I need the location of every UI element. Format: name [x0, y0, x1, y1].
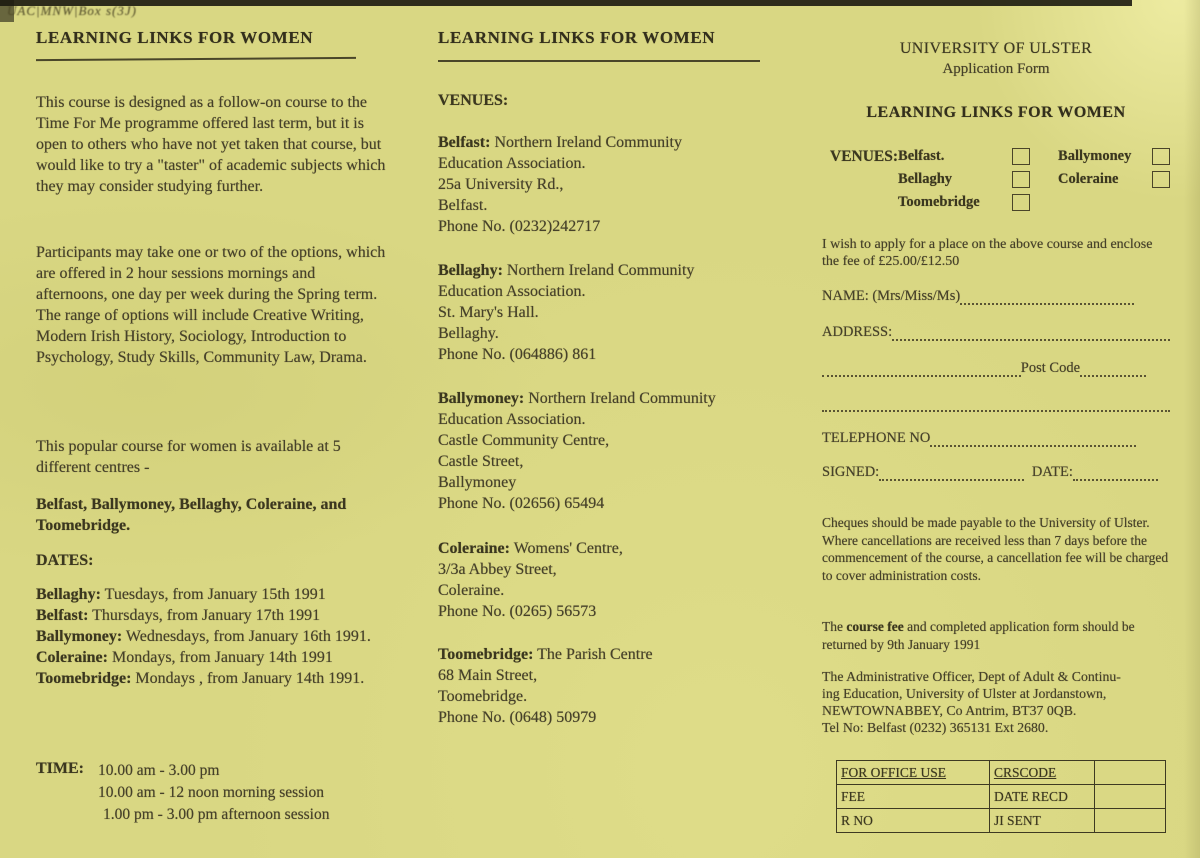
telephone-dotted-line: [930, 433, 1136, 447]
venue-checkbox-grid: [898, 148, 1172, 211]
time-lines: [98, 760, 329, 826]
date-line: [36, 668, 390, 689]
cell-ji-sent: JI SENT: [989, 809, 1094, 833]
time-line: 10.00 am - 12 noon morning session: [98, 784, 325, 801]
checkbox-belfast: [1012, 148, 1030, 165]
cell-blank: [1094, 761, 1165, 785]
venue-line: Phone No. (0648) 50979: [438, 709, 597, 726]
form-venues-label: VENUES:: [830, 148, 899, 165]
venue-block-belfast: [438, 132, 772, 237]
venue-line: Phone No. (0265) 56573: [438, 603, 597, 620]
centres-list: Belfast, Ballymoney, Bellaghy, Coleraine, and Toomebridge.: [36, 496, 347, 534]
telephone-row: [822, 430, 1136, 447]
venue-block-toomebridge: [438, 644, 772, 728]
cell-r-no: R NO: [837, 809, 990, 833]
date-text: Mondays, from January 14th 1991: [107, 649, 333, 666]
venue-rest: Northern Ireland Community: [502, 262, 695, 279]
admin-address-line: Tel No: Belfast (0232) 365131 Ext 2680.: [822, 720, 1049, 735]
table-row: [837, 785, 1166, 809]
admin-address-block: [822, 668, 1170, 736]
time-line: 10.00 am - 3.00 pm: [98, 762, 220, 779]
telephone-label: TELEPHONE NO: [822, 430, 931, 446]
paragraph-centres-intro: This popular course for women is available at 5 different centres -: [36, 438, 341, 476]
return-post: and completed application form should be returned by 9th January 1991: [822, 619, 1135, 652]
dates-list: [36, 584, 390, 689]
date-text: Wednesdays, from January 16th 1991.: [122, 628, 371, 645]
venue-block-coleraine: [438, 538, 772, 622]
cell-blank: [1094, 785, 1165, 809]
return-paragraph: [822, 618, 1170, 653]
venue-line: Education Association.: [438, 155, 586, 172]
postcode-label: Post Code: [1020, 360, 1080, 376]
signed-label: SIGNED:: [822, 464, 880, 480]
admin-address-line: ing Education, University of Ulster at Jordanstown,: [822, 686, 1107, 701]
panel-course-info: [36, 24, 390, 854]
venue-line: Phone No. (064886) 861: [438, 346, 597, 363]
venue-line: Ballymoney: [438, 474, 517, 491]
date-place: Coleraine:: [36, 649, 108, 666]
form-subtitle: Application Form: [942, 61, 1050, 77]
checkbox-bellaghy: [1012, 171, 1030, 188]
date-place: Belfast:: [36, 607, 89, 624]
venue-line: Bellaghy.: [438, 325, 499, 342]
name-dotted-line: [960, 291, 1134, 305]
postcode-row: [822, 360, 1146, 377]
panel-venues: [438, 20, 772, 850]
office-use-table: [836, 760, 1166, 833]
date-line: [36, 626, 390, 647]
title-underline-col1: [36, 57, 356, 61]
dates-label: DATES:: [36, 552, 94, 569]
course-title-col1: LEARNING LINKS FOR WOMEN: [36, 28, 314, 47]
checkbox-coleraine: [1152, 171, 1170, 188]
date-text: Tuesdays, from January 15th 1991: [100, 586, 326, 603]
title-underline-col2: [438, 60, 760, 62]
apply-statement: I wish to apply for a place on the above course and enclose the fee of £25.00/£12.50: [822, 237, 1153, 269]
time-block: [36, 760, 390, 826]
cell-date-recd: DATE RECD: [989, 785, 1094, 809]
cheques-paragraph: Cheques should be made payable to the University of Ulster. Where cancellations are received less than 7 days before the commencement of the course, a cancellation fee will be charged to cover administration costs.: [822, 515, 1169, 583]
venue-rest: The Parish Centre: [533, 646, 653, 663]
venue-name: Toomebridge:: [438, 646, 534, 663]
date-place: Toomebridge:: [36, 670, 132, 687]
address-label: ADDRESS:: [822, 324, 893, 340]
date-place: Ballymoney:: [36, 628, 123, 645]
checkbox-toomebridge: [1012, 194, 1030, 211]
venue-rest: Womens' Centre,: [509, 540, 623, 557]
address-field-row: [822, 324, 1170, 341]
date-text: Thursdays, from January 17th 1991: [88, 607, 321, 624]
venue-name: Bellaghy:: [438, 262, 503, 279]
cell-blank: [1094, 809, 1165, 833]
venue-line: St. Mary's Hall.: [438, 304, 539, 321]
date-label: DATE:: [1031, 464, 1073, 480]
checkbox-label-toomebridge: Toomebridge: [898, 194, 980, 210]
date-line: [36, 647, 390, 668]
form-venues-section: [822, 148, 1170, 211]
time-line: 1.00 pm - 3.00 pm afternoon session: [103, 806, 330, 823]
venue-rest: Northern Ireland Community: [524, 390, 716, 407]
checkbox-label-ballymoney: Ballymoney: [1058, 148, 1132, 164]
venue-line: Phone No. (0232)242717: [438, 218, 601, 235]
return-bold: course fee: [846, 619, 904, 634]
signed-date-row: [822, 464, 1158, 481]
cell-crscode: CRSCODE: [989, 761, 1094, 785]
venue-first-line: [438, 260, 772, 281]
venue-line: Castle Community Centre,: [438, 432, 610, 449]
venue-first-line: [438, 132, 772, 153]
checkbox-label-belfast: Belfast.: [898, 148, 945, 164]
handwritten-annotation: UAC|MNW|Box s(3J): [7, 3, 137, 18]
venue-first-line: [438, 644, 772, 665]
address-dotted-line: [892, 327, 1170, 341]
venue-line: Education Association.: [438, 411, 586, 428]
scan-right-shadow: [1184, 0, 1200, 858]
checkbox-label-bellaghy: Bellaghy: [898, 171, 953, 187]
venue-line: Toomebridge.: [438, 688, 528, 705]
form-course-title: LEARNING LINKS FOR WOMEN: [866, 104, 1126, 121]
course-title-col2: LEARNING LINKS FOR WOMEN: [438, 28, 716, 47]
venue-line: 3/3a Abbey Street,: [438, 561, 557, 578]
venue-rest: Northern Ireland Community: [490, 134, 682, 151]
venue-block-bellaghy: [438, 260, 772, 365]
cell-for-office-use: FOR OFFICE USE: [837, 761, 990, 785]
panel-application-form: [822, 40, 1170, 858]
venue-first-line: [438, 388, 772, 409]
venue-line: Belfast.: [438, 197, 488, 214]
scan-top-edge: [0, 0, 1132, 6]
cell-fee: FEE: [837, 785, 990, 809]
checkbox-label-coleraine: Coleraine: [1058, 171, 1119, 187]
paragraph-options: Participants may take one or two of the options, which are offered in 2 hour sessions mornings and afternoons, one day per week during the Spring term. The range of options will include Creative Writing, Modern Irish History, Sociology, Introduction to Psychology, Study Skills, Community Law, Drama.: [36, 244, 386, 366]
address2-dotted-line: [822, 363, 1021, 377]
blank-dotted-line: [822, 398, 1170, 412]
venue-name: Ballymoney:: [438, 390, 525, 407]
signed-dotted-line: [879, 467, 1024, 481]
postcode-dotted-line: [1080, 363, 1146, 377]
table-row: [837, 809, 1166, 833]
blank-dotted-row: [822, 398, 1170, 412]
date-line: [36, 605, 390, 626]
venue-line: Education Association.: [438, 283, 586, 300]
name-label: NAME: (Mrs/Miss/Ms): [822, 288, 961, 304]
venue-block-ballymoney: [438, 388, 772, 514]
admin-address-line: NEWTOWNABBEY, Co Antrim, BT37 0QB.: [822, 703, 1077, 718]
venues-label: VENUES:: [438, 92, 509, 109]
venue-first-line: [438, 538, 772, 559]
date-line: [36, 584, 390, 605]
venue-name: Coleraine:: [438, 540, 510, 557]
venue-line: Phone No. (02656) 65494: [438, 495, 605, 512]
date-dotted-line: [1073, 467, 1158, 481]
checkbox-ballymoney: [1152, 148, 1170, 165]
table-row: [837, 761, 1166, 785]
venue-line: Coleraine.: [438, 582, 505, 599]
admin-address-line: The Administrative Officer, Dept of Adult & Continu-: [822, 669, 1121, 684]
name-field-row: [822, 288, 1134, 305]
date-place: Bellaghy:: [36, 586, 101, 603]
venue-line: 25a University Rd.,: [438, 176, 564, 193]
venue-line: Castle Street,: [438, 453, 524, 470]
date-text: Mondays , from January 14th 1991.: [131, 670, 365, 687]
return-pre: The: [822, 619, 847, 634]
university-name: UNIVERSITY OF ULSTER: [899, 40, 1093, 57]
paragraph-course-intro: This course is designed as a follow-on course to the Time For Me programme offered last term, but it is open to others who have not yet taken that course, but would like to try a "taster" of academic subjects which they may consider studying further.: [36, 94, 386, 195]
time-label: TIME:: [36, 760, 84, 777]
venue-name: Belfast:: [438, 134, 491, 151]
venue-line: 68 Main Street,: [438, 667, 538, 684]
